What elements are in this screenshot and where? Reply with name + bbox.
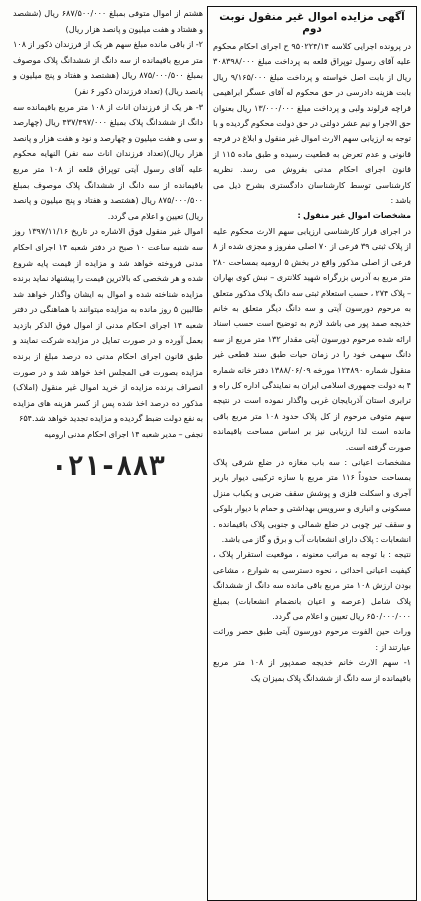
heir-share-continued: هشتم از اموال متوفی بمبلغ ۶۸۷/۵۰۰/۰۰۰ ریال (ششصد و هشتاد و هفت میلیون و پانصد هزار ریال) xyxy=(13,8,203,34)
heir-share-item-1: ۱- سهم الارث خانم خدیجه صمدپور از ۱۰۸ متر مربع باقیمانده از سه دانگ از ششدانگ پلاک بمیزان یک xyxy=(213,657,411,683)
heir-share-item-2: ۲- از باقی مانده مبلغ سهم هر یک از فرزندان ذکور از ۱۰۸ متر مربع باقیمانده از سه دانگ از ششدانگ پلاک موصوف بمبلغ ۸۷۵/۰۰۰/۵۰۰ ریال (هشتصد و هفتاد و پنج میلیون و پانصد ریال) (تعداد فرزندان ذکور ۶ نفر) xyxy=(13,39,203,96)
heirs-heading: وراث حین الفوت مرحوم دورسون آیتی طبق حصر وراثت عبارتند از : xyxy=(213,626,411,652)
phone-number: ۰۲۱-۸۸۳ xyxy=(51,450,165,482)
left-column xyxy=(7,6,207,901)
right-column xyxy=(207,6,417,901)
heir-share-item-3: ۳- هر یک از فرزندان اناث از ۱۰۸ متر مربع باقیمانده سه دانگ از ششدانگ پلاک بمبلغ ۴۳۷/۴۹۷/۰۰۰ ریال (چهارصد و سی و هفت میلیون و چهارصد و نود و هفت هزار و پانصد هزار ریال)(تعداد فرزندان اناث سه نفر) النهایه محکوم علیه آقای رسول آیتی توپراق قلعه از ۱۰۸ متر مربع باقیمانده از سه دانگ از ششدانگ پلاک موصوف بمبلغ ۸۷۵/۰۰۰/۵۰۰ ریال (هشتصد و هفتاد و پنج میلیون و پانصد ریال) تعیین و اعلام می گردد. xyxy=(13,101,204,221)
notice-columns xyxy=(6,6,417,901)
case-paragraph: در پرونده اجرایی کلاسه ۹۵۰۲۲۴/۱۴ ح اجرای احکام محکوم علیه آقای رسول توپراق قلعه به پرداخت مبلغ ۳۰۸۳۹۸/۰۰۰ ریال از بابت اصل خواسته و پرداخت مبلغ ۹/۱۶۵/۰۰۰ ریال بابت هزینه دادرسی در حق محکوم له آقای عسگر ابراهیمی قراچه قرلوند ولبی و پرداخت مبلغ ۱۳/۰۰۰/۰۰۰ ریال بعنوان حق الاجرا و نیم عشر دولتی در حق دولت محکوم گردیده و با توجه به ارزیابی سهم الارث اموال غیر منقول و ابلاغ در فرجه قانونی و عدم تعرض به قطعیت رسیده و طبق ماده ۱۱۵ از قانون اجرای احکام مدنی بفروش می رسد. نظریه کارشناسی توسط کارشناسان دادگستری بشرح ذیل می باشد : xyxy=(213,41,411,206)
building-specs-paragraph: مشخصات اعیانی : سه باب مغازه در ضلع شرقی پلاک بمساحت حدوداً ۱۱۶ متر مربع با سازه ترکیبی دیوار باربر آجری و اسکلت فلزی و پوشش سقف ضربی و یکباب منزل مسکونی و انباری و سرویس بهداشتی و حمام با دیوار بلوکی و سقف تیر چوبی در ضلع شمالی و جنوبی پلاک باقیمانده . انشعابات : پلاک دارای انشعابات آب و برق و گاز می باشد. xyxy=(213,456,411,544)
auction-terms-paragraph: اموال غیر منقول فوق الاشاره در تاریخ ۱۳۹۷/۱۱/۱۶ روز سه شنبه ساعت ۱۰ صبح در دفتر شعبه ۱۴ اجرای احکام مدنی فروخته خواهد شد و مزایده از قیمت پایه شروع شده و هر شخصی که بالاترین قیمت را پیشنهاد نماید برنده مزایده شناخته شده و اموال به ایشان واگذار خواهد شد طالبین ۵ روز مانده به مزایده میتوانند با هماهنگی در دفتر شعبه ۱۴ اجرای احکام مدنی از اموال فوق الذکر بازدید بعمل آورده و در صورت تمایل در مزایده شرکت نمایند و طبق قانون اجرای احکام مدنی ده درصد مبلغ از برنده مزایده بصورت فی المجلس اخذ خواهد شد و در صورت انصراف برنده مزایده از خرید اموال غیر منقول (املاک) مذکور ده درصد اخذ شده پس از کسر هزینه های مزایده به نفع دولت ضبط گردیده و مزایده تجدید خواهد شد.۶۵۴ xyxy=(13,226,204,424)
property-details-paragraph: در اجرای قرار کارشناسی ارزیابی سهم الارث محکوم علیه از پلاک ثبتی ۳۹ فرعی از ۷۰ اصلی مفروز و مجزی شده از ۸ فرعی از اصلی مذکور واقع در بخش ۵ ارومیه بمساحت ۲۸۰ متر مربع به آدرس بزرگراه شهید کلانتری – نبش کوی بهاران – پلاک ۲۷۴ ، حسب استعلام ثبتی سه دانگ پلاک مذکور متعلق به مرحوم دورسون آیتی و سه دانگ دیگر متعلق به خانم خدیجه صمد پور می باشد لازم به توضیح است حسب اسناد ارائه شده مرحوم دورسون آیتی مقدار ۱۳۲ متر مربع از سه دانگ سهمی خود را در زمان حیات طبق سند قطعی غیر منقول شماره ۱۲۴۸۹۰ مورخه ۱۳۸۸/۰۶/۰۹ دفتر خانه شماره ۴ به دولت جمهوری اسلامی ایران به نمایندگی اداره کل راه و ترابری استان آذربایجان غربی واگذار نموده است در نتیجه سهم متوفی مرحوم از کل پلاک حدود ۱۰۸ متر مربع باقی مانده است لذا ارزیابی نیز بر اساس مساحت باقیمانده صورت گرفته است. xyxy=(213,225,411,452)
notice-title: آگهی مزایده اموال غیر منقول نوبت دوم xyxy=(219,11,405,35)
result-paragraph: نتیجه : با توجه به مراتب معنونه ، موقعیت استقرار پلاک ، کیفیت اعیانی احداثی ، نحوه دسترسی به شوارع ، مشاعی بودن ارزش ۱۰۸ متر مربع باقی مانده سه دانگ از ششدانگ پلاک شامل (عرصه و اعیان بانضمام انشعابات) بمبلغ ۶۵۰/۰۰۰/۰۰۰ ریال تعیین و اعلام می گردد. xyxy=(213,549,411,622)
property-specs-heading: مشخصات اموال غیر منقول : xyxy=(297,210,411,221)
signature-line: نجفی – مدیر شعبه ۱۴ اجرای احکام مدنی ارومیه xyxy=(44,429,203,440)
